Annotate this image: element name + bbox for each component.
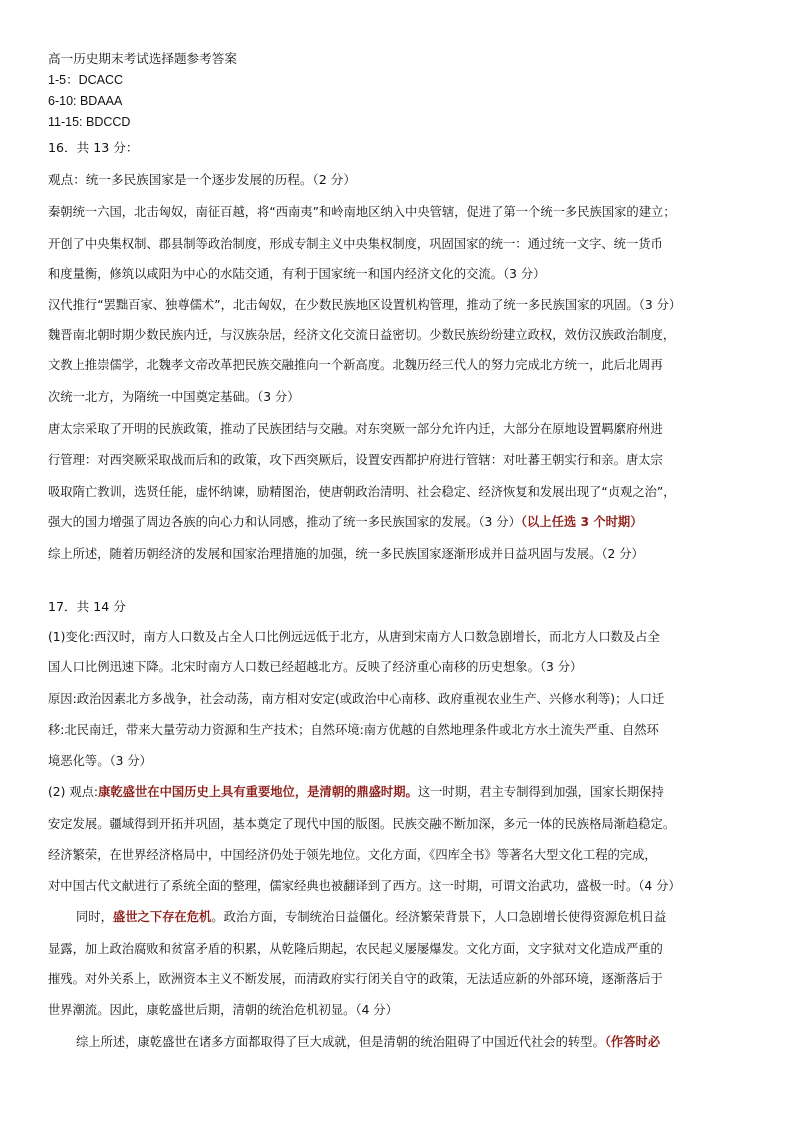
q16-wei-line: 魏晋南北朝时期少数民族内迁，与汉族杂居，经济文化交流日益密切。少数民族纷纷建立政权，效仿汉族政治制度，	[48, 328, 676, 342]
answer-line-3: 11-15: BDCCD	[48, 115, 131, 129]
q17-part2-line: 对中国古代文献进行了系统全面的整理，儒家经典也被翻译到了西方。这一时期，可谓文治武功，盛极一时。（4 分）	[48, 879, 681, 893]
q16-qin-line: 开创了中央集权制、郡县制等政治制度，形成专制主义中央集权制度，巩固国家的统一：通过统一文字、统一货币	[48, 237, 663, 251]
q16-tang-note: （以上任选 3 个时期）	[520, 515, 643, 529]
answer-line-1: 1-5：DCACC	[48, 73, 124, 87]
q17-crisis-line: 世界潮流。因此，康乾盛世后期，清朝的统治危机初显。（4 分）	[48, 1003, 398, 1017]
q17-part1-line: 原因:政治因素北方多战争，社会动荡，南方相对安定(或政治中心南移、政府重视农业生产、兴修水利等)；人口迁	[48, 692, 665, 706]
q16-wei-line: 文教上推崇儒学，北魏孝文帝改革把民族交融推向一个新高度。北魏历经三代人的努力完成北方统一，此后北周再	[48, 358, 663, 372]
document-title: 高一历史期末考试选择题参考答案	[48, 51, 237, 66]
q16-tang-line	[48, 513, 643, 531]
q16-tang-last: 强大的国力增强了周边各族的向心力和认同感，推动了统一多民族国家的发展。（3 分）	[48, 515, 521, 529]
q17-part1-line: 国人口比例迅速下降。北宋时南方人口数已经超越北方。反映了经济重心南移的历史想象。（3 分）	[48, 660, 583, 674]
q17-part2-prefix: (2) 观点:	[48, 785, 99, 799]
q16-tang-line: 行管理：对西突厥采取战而后和的政策，攻下西突厥后，设置安西都护府进行管辖：对吐蕃王朝实行和亲。唐太宗	[48, 453, 663, 467]
q17-crisis-prefix: 同时，	[76, 910, 113, 924]
answer-line-2: 6-10: BDAAA	[48, 94, 123, 108]
q16-tang-line: 吸取隋亡教训，选贤任能，虚怀纳谏，励精图治，使唐朝政治清明、社会稳定、经济恢复和发展出现了“贞观之治”，	[48, 485, 676, 499]
q17-conclusion: 综上所述，康乾盛世在诸多方面都取得了巨大成就，但是清朝的统治阻碍了中国近代社会的转型。	[76, 1035, 605, 1049]
q16-han-line: 汉代推行“罢黜百家、独尊儒术”，北击匈奴，在少数民族地区设置机构管理，推动了统一多民族国家的巩固。（3 分）	[48, 298, 682, 312]
q17-part2-rest: 这一时期，君主专制得到加强，国家长期保持	[417, 785, 664, 799]
q17-crisis-line: 显露，加上政治腐败和贫富矛盾的积累，从乾隆后期起，农民起义屡屡爆发。文化方面，文字狱对文化造成严重的	[48, 942, 663, 956]
q17-conclusion-line	[76, 1033, 660, 1051]
q17-part2-line: 经济繁荣，在世界经济格局中，中国经济仍处于领先地位。文化方面，《四库全书》等著名大型文化工程的完成，	[48, 848, 657, 862]
q17-part2-highlight: 康乾盛世在中国历史上具有重要地位，是清朝的鼎盛时期。	[98, 785, 418, 799]
q16-qin-line: 和度量衡，修筑以咸阳为中心的水陆交通，有利于国家统一和国内经济文化的交流。（3 分）	[48, 267, 546, 281]
q17-crisis-highlight: 盛世之下存在危机	[112, 910, 212, 924]
q17-part2-line	[48, 783, 664, 801]
q16-qin-line: 秦朝统一六国，北击匈奴，南征百越，将“西南夷”和岭南地区纳入中央管辖，促进了第一个统一多民族国家的建立；	[48, 205, 676, 219]
q17-part1-line: (1)变化:西汉时，南方人口数及占全人口比例远远低于北方，从唐到宋南方人口数急剧增长，而北方人口数及占全	[48, 630, 660, 644]
q17-heading: 17．共 14 分	[48, 599, 126, 614]
q17-part2-line: 安定发展。疆域得到开拓并巩固，基本奠定了现代中国的版图。民族交融不断加深，多元一体的民族格局渐趋稳定。	[48, 817, 676, 831]
q16-summary: 综上所述，随着历朝经济的发展和国家治理措施的加强，统一多民族国家逐渐形成并日益巩固与发展。（2 分）	[48, 547, 644, 561]
q17-crisis-rest: 。政治方面，专制统治日益僵化。经济繁荣背景下，人口急剧增长使得资源危机日益	[211, 910, 667, 924]
q16-tang-line: 唐太宗采取了开明的民族政策，推动了民族团结与交融。对东突厥一部分允许内迁，大部分在原地设置羁縻府州进	[48, 422, 663, 436]
q17-crisis-line	[76, 908, 666, 926]
q16-viewpoint: 观点：统一多民族国家是一个逐步发展的历程。（2 分）	[48, 172, 356, 187]
q17-crisis-line: 摧残。对外关系上，欧洲资本主义不断发展，而清政府实行闭关自守的政策，无法适应新的外部环境，逐渐落后于	[48, 972, 663, 986]
q17-part1-line: 移:北民南迁，带来大量劳动力资源和生产技术；自然环境:南方优越的自然地理条件或北方水土流失严重、自然环	[48, 723, 659, 737]
q17-conclusion-note: （作答时必	[604, 1035, 661, 1049]
q16-heading: 16．共 13 分：	[48, 140, 139, 155]
q17-part1-line: 境恶化等。（3 分）	[48, 754, 152, 768]
q16-wei-line: 次统一北方，为隋统一中国奠定基础。（3 分）	[48, 390, 300, 404]
